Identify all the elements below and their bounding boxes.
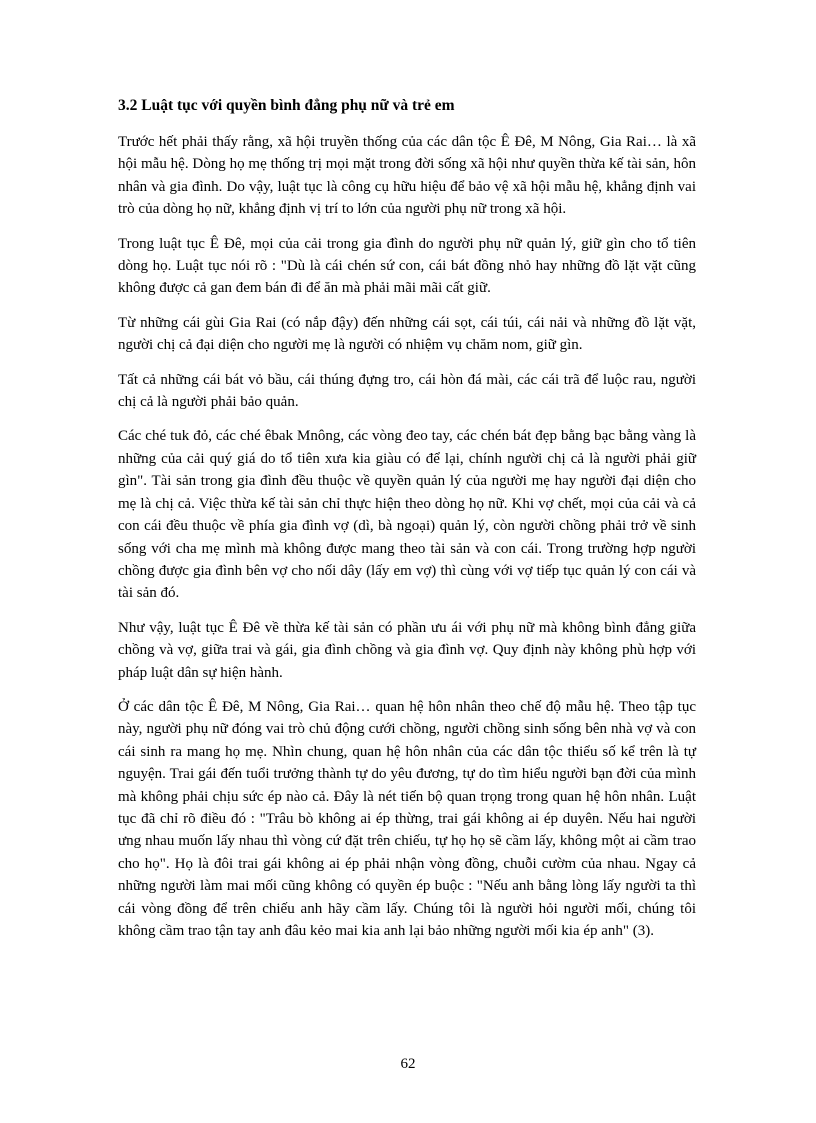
paragraph-6: Như vậy, luật tục Ê Đê về thừa kế tài sản có phần ưu ái với phụ nữ mà không bình đẳng giữa chồng và vợ, giữa trai và gái, gia đình chồng và gia đình vợ. Quy định này không phù hợp với pháp luật dân sự hiện hành. (118, 619, 696, 681)
paragraph-2: Trong luật tục Ê Đê, mọi của cải trong gia đình do người phụ nữ quản lý, giữ gìn cho tổ tiên dòng họ. Luật tục nói rõ : "Dù là cái chén sứ con, cái bát đồng nhỏ hay những đồ lặt vặt cũng không được cả gan đem bán đi để ăn mà phải mãi mãi cất giữ. (118, 235, 696, 297)
paragraph-3: Từ những cái gùi Gia Rai (có nắp đậy) đến những cái sọt, cái túi, cái nải và những đồ lặt vặt, người chị cả đại diện cho người mẹ là người có nhiệm vụ chăm nom, giữ gìn. (118, 314, 696, 354)
paragraph-1: Trước hết phải thấy rằng, xã hội truyền thống của các dân tộc Ê Đê, M Nông, Gia Rai… là xã hội mẫu hệ. Dòng họ mẹ thống trị mọi mặt trong đời sống xã hội như quyền thừa kế tài sản, hôn nhân và gia đình. Do vậy, luật tục là công cụ hữu hiệu để bảo vệ xã hội mẫu hệ, khẳng định vai trò của dòng họ nữ, khẳng định vị trí to lớn của người phụ nữ trong xã hội. (118, 134, 696, 218)
section-title: 3.2 Luật tục với quyền bình đẳng phụ nữ và trẻ em (118, 97, 455, 114)
paragraph-4: Tất cả những cái bát vỏ bầu, cái thúng đựng tro, cái hòn đá mài, các cái trã để luộc rau, người chị cả là người phải bảo quản. (118, 371, 696, 411)
paragraph-5: Các ché tuk đỏ, các ché êbak Mnông, các vòng đeo tay, các chén bát đẹp bằng bạc bằng vàng là những của cải quý giá do tổ tiên xưa kia giàu có để lại, chính người chị cả là người phải giữ gìn". Tài sản trong gia đình đều thuộc về quyền quản lý của người mẹ hay người đại diện cho mẹ là chị cả. Việc thừa kế tài sản chỉ thực hiện theo dòng họ nữ. Khi vợ chết, mọi của cải và cả con cái đều thuộc về phía gia đình vợ (dì, bà ngoại) quản lý, còn người chồng phải trở về sinh sống với cha mẹ mình mà không được mang theo tài sản và con cái. Trong trường hợp người chồng được gia đình bên vợ cho nối dây (lấy em vợ) thì cùng với vợ tiếp tục quản lý con cái và tài sản đó. (118, 428, 696, 602)
page-number: 62 (400, 1056, 416, 1072)
paragraph-7: Ở các dân tộc Ê Đê, M Nông, Gia Rai… quan hệ hôn nhân theo chế độ mẫu hệ. Theo tập tục này, người phụ nữ đóng vai trò chủ động cưới chồng, người chồng sinh sống bên nhà vợ và con cái sinh ra mang họ mẹ. Nhìn chung, quan hệ hôn nhân của các dân tộc thiểu số kể trên là tự nguyện. Trai gái đến tuổi trưởng thành tự do yêu đương, tự do tìm hiểu người bạn đời của mình mà không phải chịu sức ép nào cả. Đây là nét tiến bộ quan trọng trong quan hệ hôn nhân. Luật tục đã chỉ rõ điều đó : "Trâu bò không ai ép thừng, trai gái không ai ép duyên. Nếu hai người ưng nhau muốn lấy nhau thì vòng cứ đặt trên chiếu, tự họ họ sẽ cầm lấy, không một ai cầm trao cho họ". Họ là đôi trai gái không ai ép phải nhận vòng đồng, chuỗi cườm của nhau. Ngay cả những người làm mai mối cũng không có quyền ép buộc : "Nếu anh bằng lòng lấy người ta thì cái vòng đồng để trên chiếu anh hãy cầm lấy. Chúng tôi là người hỏi người mối, chúng tôi không cầm trao tận tay anh đâu kẻo mai kia anh lại bảo những người mối kia ép anh" (3). (118, 698, 696, 939)
document-page (118, 96, 696, 954)
